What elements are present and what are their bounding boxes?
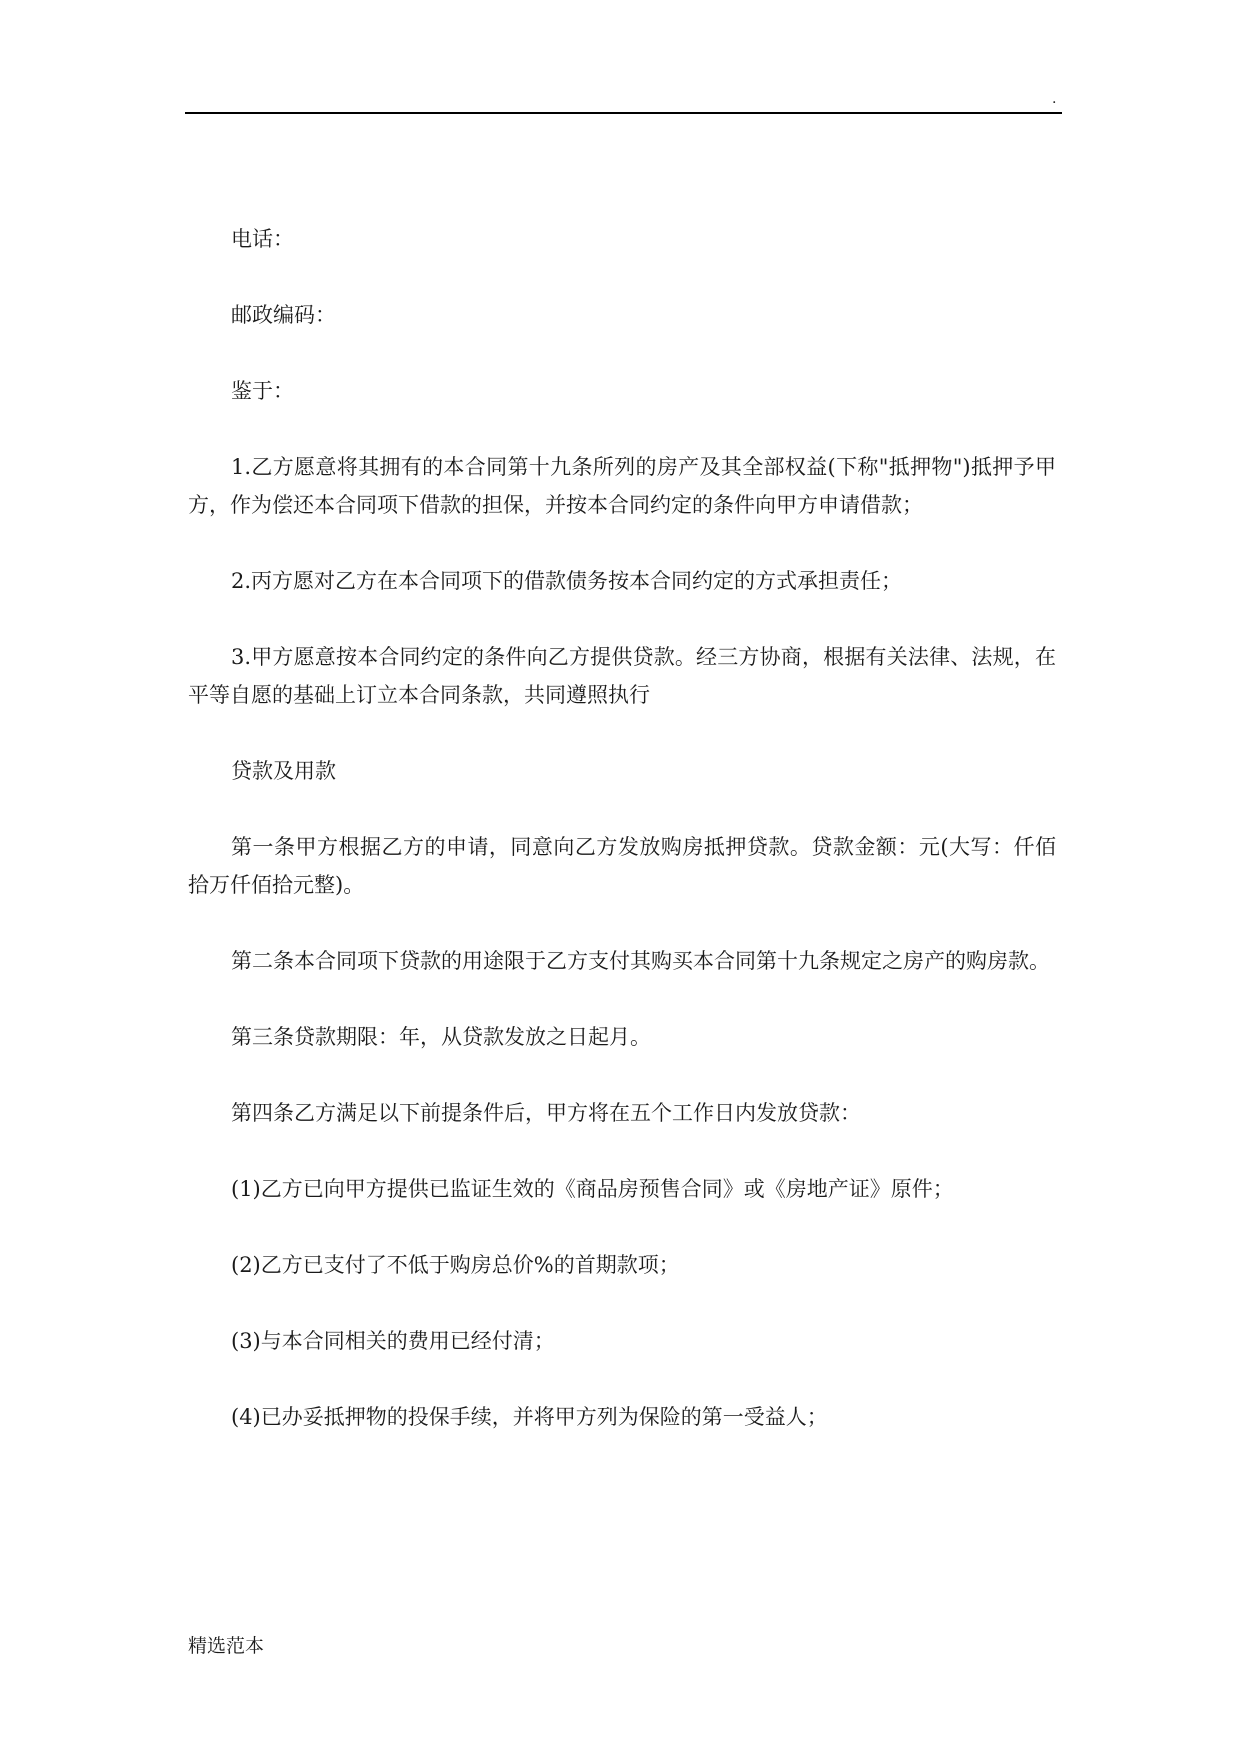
- paragraph-condition-4: (4)已办妥抵押物的投保手续，并将甲方列为保险的第一受益人；: [231, 1405, 828, 1429]
- paragraph-condition-3: (3)与本合同相关的费用已经付清；: [231, 1329, 555, 1353]
- paragraph-condition-2: (2)乙方已支付了不低于购房总价%的首期款项；: [231, 1253, 680, 1277]
- header-mark: .: [1052, 91, 1057, 107]
- paragraph-recital-2: 2.丙方愿对乙方在本合同项下的借款债务按本合同约定的方式承担责任；: [231, 569, 903, 593]
- paragraph-article-4: 第四条乙方满足以下前提条件后，甲方将在五个工作日内发放贷款：: [231, 1101, 861, 1125]
- paragraph-condition-1: (1)乙方已向甲方提供已监证生效的《商品房预售合同》或《房地产证》原件；: [231, 1177, 954, 1201]
- paragraph-recital-1: 1.乙方愿意将其拥有的本合同第十九条所列的房产及其全部权益(下称"抵押物")抵押予甲方，作为偿还本合同项下借款的担保，并按本合同约定的条件向甲方申请借款；: [188, 455, 1056, 517]
- footer-label: 精选范本: [188, 1635, 265, 1657]
- paragraph-article-1: 第一条甲方根据乙方的申请，同意向乙方发放购房抵押贷款。贷款金额：元(大写：仟佰拾万仟佰拾元整)。: [188, 835, 1056, 897]
- section-heading-loan: 贷款及用款: [231, 759, 336, 783]
- paragraph-article-2: 第二条本合同项下贷款的用途限于乙方支付其购买本合同第十九条规定之房产的购房款。: [231, 949, 1050, 973]
- paragraph-postcode: 邮政编码：: [231, 303, 336, 327]
- document-body: [188, 220, 1056, 1474]
- header-rule: [185, 112, 1062, 114]
- paragraph-whereas: 鉴于：: [231, 379, 294, 403]
- paragraph-phone: 电话：: [231, 227, 294, 251]
- paragraph-recital-3: 3.甲方愿意按本合同约定的条件向乙方提供贷款。经三方协商，根据有关法律、法规，在平等自愿的基础上订立本合同条款，共同遵照执行: [188, 645, 1056, 707]
- paragraph-article-3: 第三条贷款期限：年，从贷款发放之日起月。: [231, 1025, 651, 1049]
